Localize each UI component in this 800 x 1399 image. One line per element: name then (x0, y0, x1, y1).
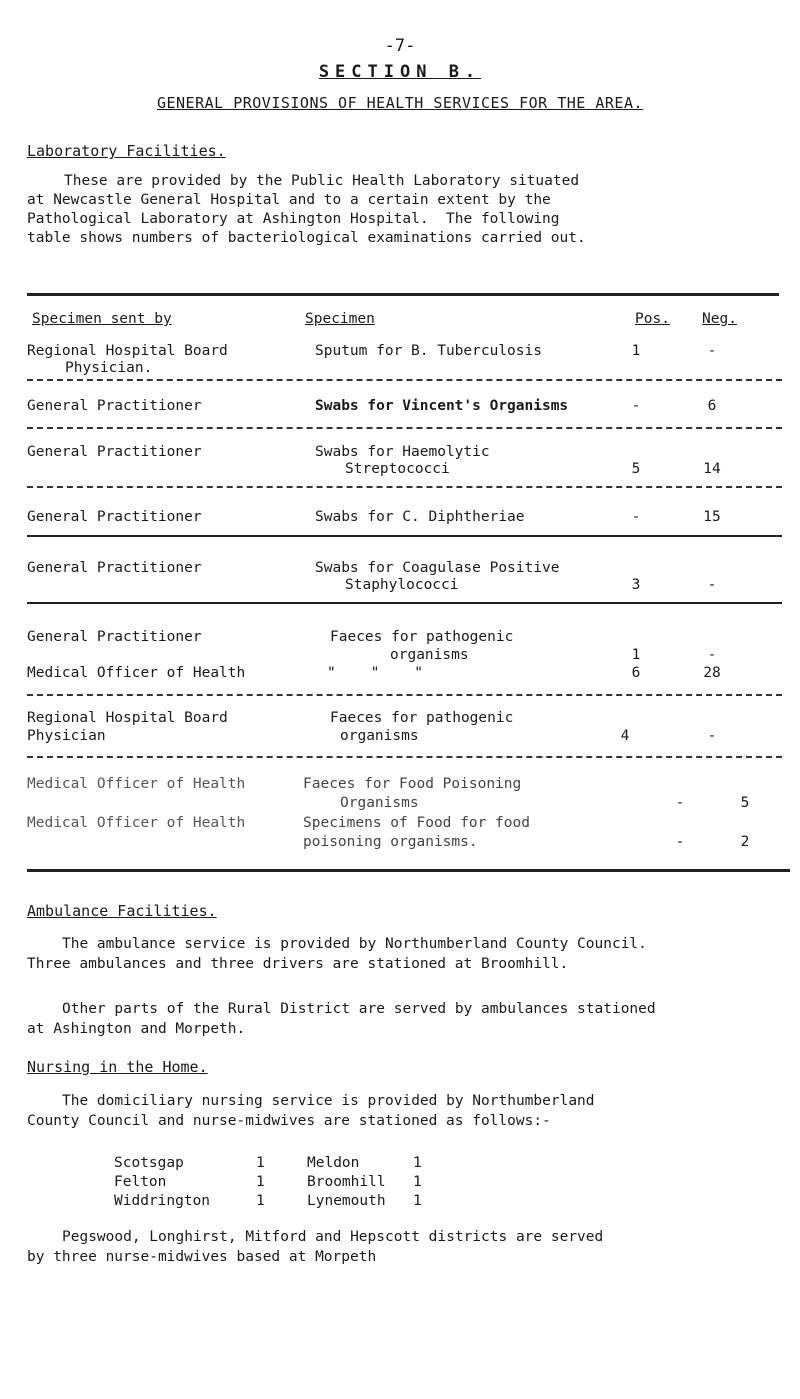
row5-specimen-2: Staphylococci (345, 577, 459, 593)
station-place: Meldon (307, 1155, 360, 1171)
row6-sent-by-1: General Practitioner (27, 629, 202, 645)
row-divider (27, 535, 782, 537)
row7-sent-by-2: Physician (27, 728, 106, 744)
row3-neg: 14 (703, 461, 721, 477)
row3-specimen-1: Swabs for Haemolytic (315, 444, 490, 460)
row6-pos-2: 6 (631, 665, 641, 681)
row-divider (27, 486, 782, 488)
table-bottom-rule (27, 869, 790, 872)
station-place: Widdrington (114, 1193, 211, 1209)
page-number: -7- (384, 36, 416, 56)
row5-pos: 3 (631, 577, 641, 593)
row1-neg: - (707, 343, 717, 359)
nursing-line-2: County Council and nurse-midwives are stationed as follows:- (27, 1113, 551, 1129)
row1-specimen: Sputum for B. Tuberculosis (315, 343, 542, 359)
row5-sent-by: General Practitioner (27, 560, 202, 576)
station-place: Felton (114, 1174, 167, 1190)
row7-specimen-2: organisms (340, 728, 419, 744)
row6-sent-by-2: Medical Officer of Health (27, 665, 246, 681)
table-top-rule (27, 293, 779, 296)
main-heading: GENERAL PROVISIONS OF HEALTH SERVICES FOR THE AREA. (156, 94, 644, 112)
station-place: Broomhill (307, 1174, 386, 1190)
station-place: Lynemouth (307, 1193, 386, 1209)
row8-sent-by-1: Medical Officer of Health (27, 776, 246, 792)
row8-specimen-3: Specimens of Food for food (303, 815, 530, 831)
row2-specimen: Swabs for Vincent's Organisms (315, 398, 569, 414)
row8-specimen-4: poisoning organisms. (303, 834, 478, 850)
station-count: 1 (256, 1193, 265, 1209)
header-sent-by: Specimen sent by (32, 311, 172, 327)
row2-neg: 6 (707, 398, 717, 414)
row6-specimen-2: organisms (390, 647, 469, 663)
ambulance-p1-line-2: Three ambulances and three drivers are stationed at Broomhill. (27, 956, 569, 972)
row6-neg-2: 28 (703, 665, 721, 681)
header-specimen: Specimen (305, 311, 375, 327)
row7-sent-by-1: Regional Hospital Board (27, 710, 228, 726)
row5-specimen-1: Swabs for Coagulase Positive (315, 560, 560, 576)
row-divider (27, 379, 782, 381)
row4-sent-by: General Practitioner (27, 509, 202, 525)
row8-pos-1: - (675, 795, 685, 811)
laboratory-line-4: table shows numbers of bacteriological examinations carried out. (27, 230, 586, 246)
nursing-closing-line-1: Pegswood, Longhirst, Mitford and Hepscott districts are served (62, 1229, 604, 1245)
row6-neg-1: - (707, 647, 717, 663)
station-count: 1 (413, 1174, 422, 1190)
station-count: 1 (413, 1193, 422, 1209)
row2-pos: - (631, 398, 641, 414)
row-divider (27, 694, 782, 696)
row1-sent-by-2: Physician. (65, 360, 153, 376)
row4-pos: - (631, 509, 641, 525)
nursing-closing-line-2: by three nurse-midwives based at Morpeth (27, 1249, 377, 1265)
row4-neg: 15 (703, 509, 721, 525)
row8-specimen-2: Organisms (340, 795, 419, 811)
row8-pos-2: - (675, 834, 685, 850)
row-divider (27, 427, 782, 429)
row6-pos-1: 1 (631, 647, 641, 663)
laboratory-heading: Laboratory Facilities. (27, 142, 226, 160)
header-pos: Pos. (635, 311, 670, 327)
row7-specimen-1: Faeces for pathogenic (330, 710, 514, 726)
row8-neg-1: 5 (740, 795, 750, 811)
laboratory-line-2: at Newcastle General Hospital and to a certain extent by the (27, 192, 551, 208)
row7-neg: - (707, 728, 717, 744)
nursing-heading: Nursing in the Home. (27, 1058, 208, 1076)
row7-pos: 4 (620, 728, 630, 744)
row-divider (27, 756, 782, 758)
row8-sent-by-2: Medical Officer of Health (27, 815, 246, 831)
ambulance-heading: Ambulance Facilities. (27, 902, 217, 920)
row6-specimen-3: " " " (327, 665, 424, 681)
station-place: Scotsgap (114, 1155, 184, 1171)
row4-specimen: Swabs for C. Diphtheriae (315, 509, 525, 525)
row1-sent-by-1: Regional Hospital Board (27, 343, 228, 359)
section-title: SECTION B. (318, 62, 482, 82)
row3-pos: 5 (631, 461, 641, 477)
laboratory-line-3: Pathological Laboratory at Ashington Hospital. The following (27, 211, 560, 227)
row6-specimen-1: Faeces for pathogenic (330, 629, 514, 645)
station-count: 1 (256, 1174, 265, 1190)
ambulance-p1-line-1: The ambulance service is provided by Northumberland County Council. (62, 936, 647, 952)
ambulance-p2-line-1: Other parts of the Rural District are served by ambulances stationed (62, 1001, 656, 1017)
ambulance-p2-line-2: at Ashington and Morpeth. (27, 1021, 246, 1037)
station-count: 1 (413, 1155, 422, 1171)
laboratory-line-1: These are provided by the Public Health Laboratory situated (64, 173, 580, 189)
row3-sent-by: General Practitioner (27, 444, 202, 460)
station-count: 1 (256, 1155, 265, 1171)
row2-sent-by: General Practitioner (27, 398, 202, 414)
row8-neg-2: 2 (740, 834, 750, 850)
header-neg: Neg. (702, 311, 737, 327)
row-divider (27, 602, 782, 604)
row8-specimen-1: Faeces for Food Poisoning (303, 776, 522, 792)
row5-neg: - (707, 577, 717, 593)
row3-specimen-2: Streptococci (345, 461, 450, 477)
row1-pos: 1 (631, 343, 641, 359)
nursing-line-1: The domiciliary nursing service is provided by Northumberland (62, 1093, 595, 1109)
